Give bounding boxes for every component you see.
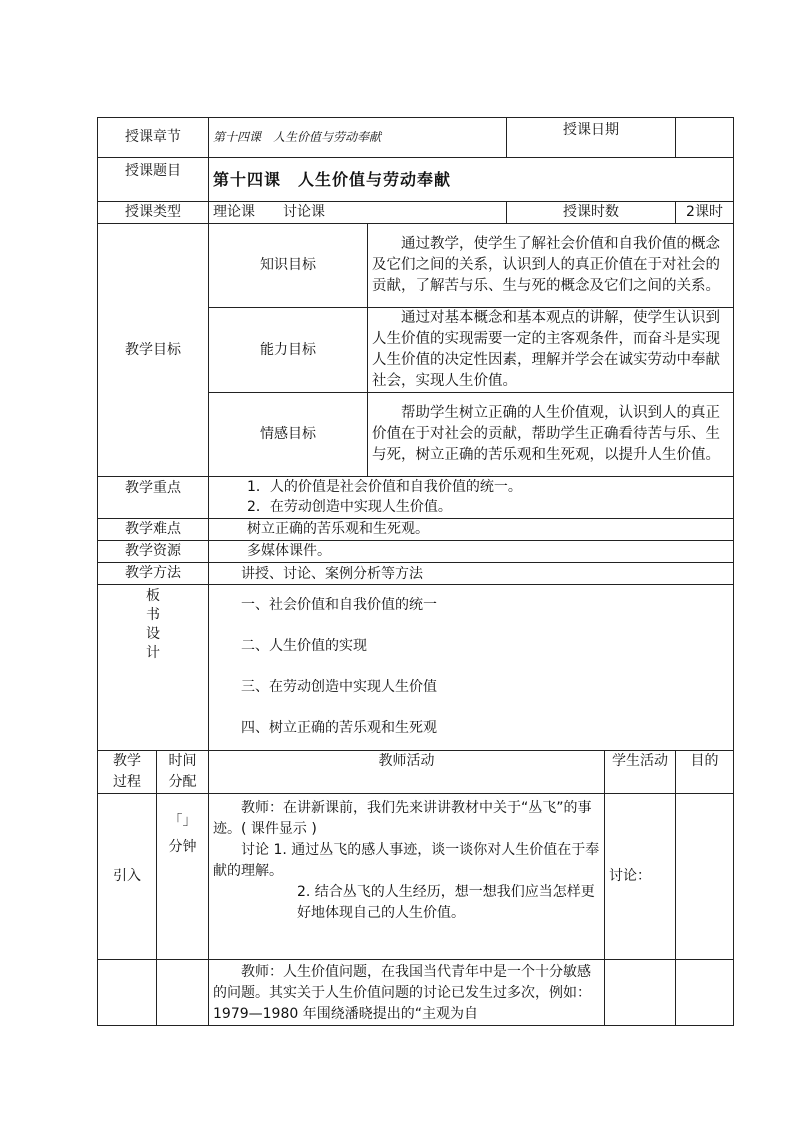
process-purpose bbox=[676, 794, 734, 960]
process-header-purpose: 目的 bbox=[676, 751, 734, 794]
board-label-char: 板 bbox=[146, 588, 160, 604]
methods-row bbox=[98, 563, 734, 585]
goal-name-emotion: 情感目标 bbox=[209, 393, 368, 477]
process-header-student: 学生活动 bbox=[605, 751, 676, 794]
chapter-label: 授课章节 bbox=[98, 118, 209, 158]
resources-label: 教学资源 bbox=[98, 541, 209, 563]
goal-text-ability: 通过对基本概念和基本观点的讲解，使学生认识到人生价值的实现需要一定的主客观条件，而奋斗是实现人生价值的决定性因素，理解并学会在诚实劳动中奉献社会，实现人生价值。 bbox=[368, 308, 734, 393]
process-teacher-activity: 教师：人生价值问题，在我国当代青年中是一个十分敏感的问题。其实关于人生价值问题的讨论已发生过多次，例如：1979—1980 年围绕潘晓提出的“主观为自 bbox=[209, 960, 605, 1026]
process-stage: 引入 bbox=[98, 794, 157, 960]
title-row bbox=[98, 158, 734, 202]
difficulty-value: 树立正确的苦乐观和生死观。 bbox=[209, 519, 734, 541]
process-time: 「」 分钟 bbox=[157, 794, 209, 960]
process-header-row bbox=[98, 751, 734, 794]
goal-row-knowledge bbox=[98, 224, 734, 308]
process-stage bbox=[98, 960, 157, 1026]
methods-label: 教学方法 bbox=[98, 563, 209, 585]
key-point-item: 1．人的价值是社会价值和自我价值的统一。 bbox=[247, 479, 522, 495]
title-value: 第十四课 人生价值与劳动奉献 bbox=[209, 158, 734, 202]
board-design-label bbox=[98, 585, 209, 751]
resources-value: 多媒体课件。 bbox=[209, 541, 734, 563]
process-header-teacher: 教师活动 bbox=[209, 751, 605, 794]
chapter-value: 第十四课 人生价值与劳动奉献 bbox=[209, 118, 507, 158]
date-label: 授课日期 bbox=[507, 118, 676, 158]
process-teacher-activity: 教师：在讲新课前，我们先来讲讲教材中关于“丛飞”的事迹。( 课件显示 ) 讨论 1. 通过丛飞的感人事迹，谈一谈你对人生价值在于奉献的理解。 2. 结合丛飞的人生经历，想一想我们应当怎样更好地体现自己的人生价值。 bbox=[209, 794, 605, 960]
lesson-plan-page bbox=[97, 117, 733, 1026]
type-row bbox=[98, 202, 734, 224]
goal-name-ability: 能力目标 bbox=[209, 308, 368, 393]
process-header-stage: 教学 过程 bbox=[98, 751, 157, 794]
hours-label: 授课时数 bbox=[507, 202, 676, 224]
process-header-time: 时间 分配 bbox=[157, 751, 209, 794]
lesson-plan-table bbox=[97, 117, 734, 1026]
key-points-label: 教学重点 bbox=[98, 477, 209, 519]
goal-text-knowledge: 通过教学，使学生了解社会价值和自我价值的概念及它们之间的关系，认识到人的真正价值在于对社会的贡献，了解苦与乐、生与死的概念及它们之间的关系。 bbox=[368, 224, 734, 308]
process-student-activity bbox=[605, 960, 676, 1026]
hours-value: 2课时 bbox=[676, 202, 734, 224]
goal-text-emotion: 帮助学生树立正确的人生价值观，认识到人的真正价值在于对社会的贡献，帮助学生正确看待苦与乐、生与死，树立正确的苦乐观和生死观，以提升人生价值。 bbox=[368, 393, 734, 477]
board-label-char: 设 bbox=[146, 626, 160, 642]
key-points-row bbox=[98, 477, 734, 519]
title-label: 授课题目 bbox=[98, 158, 209, 202]
goal-name-knowledge: 知识目标 bbox=[209, 224, 368, 308]
resources-row bbox=[98, 541, 734, 563]
board-line: 一、社会价值和自我价值的统一 bbox=[241, 597, 437, 613]
board-design-row bbox=[98, 585, 734, 751]
process-time bbox=[157, 960, 209, 1026]
key-points-value bbox=[209, 477, 734, 519]
board-line: 二、人生价值的实现 bbox=[241, 638, 367, 654]
difficulty-row bbox=[98, 519, 734, 541]
board-label-char: 计 bbox=[146, 645, 160, 661]
type-value: 理论课 讨论课 bbox=[209, 202, 507, 224]
board-line: 四、树立正确的苦乐观和生死观 bbox=[241, 720, 437, 736]
chapter-row bbox=[98, 118, 734, 158]
board-label-char: 书 bbox=[146, 607, 160, 623]
process-row-intro bbox=[98, 794, 734, 960]
process-purpose bbox=[676, 960, 734, 1026]
process-row-2 bbox=[98, 960, 734, 1026]
process-student-activity: 讨论： bbox=[605, 794, 676, 960]
type-label: 授课类型 bbox=[98, 202, 209, 224]
difficulty-label: 教学难点 bbox=[98, 519, 209, 541]
date-value bbox=[676, 118, 734, 158]
methods-value: 讲授、讨论、案例分析等方法 bbox=[209, 563, 734, 585]
board-design-content bbox=[209, 585, 734, 751]
board-line: 三、在劳动创造中实现人生价值 bbox=[241, 679, 437, 695]
goals-label: 教学目标 bbox=[98, 224, 209, 477]
key-point-item: 2．在劳动创造中实现人生价值。 bbox=[247, 499, 452, 515]
